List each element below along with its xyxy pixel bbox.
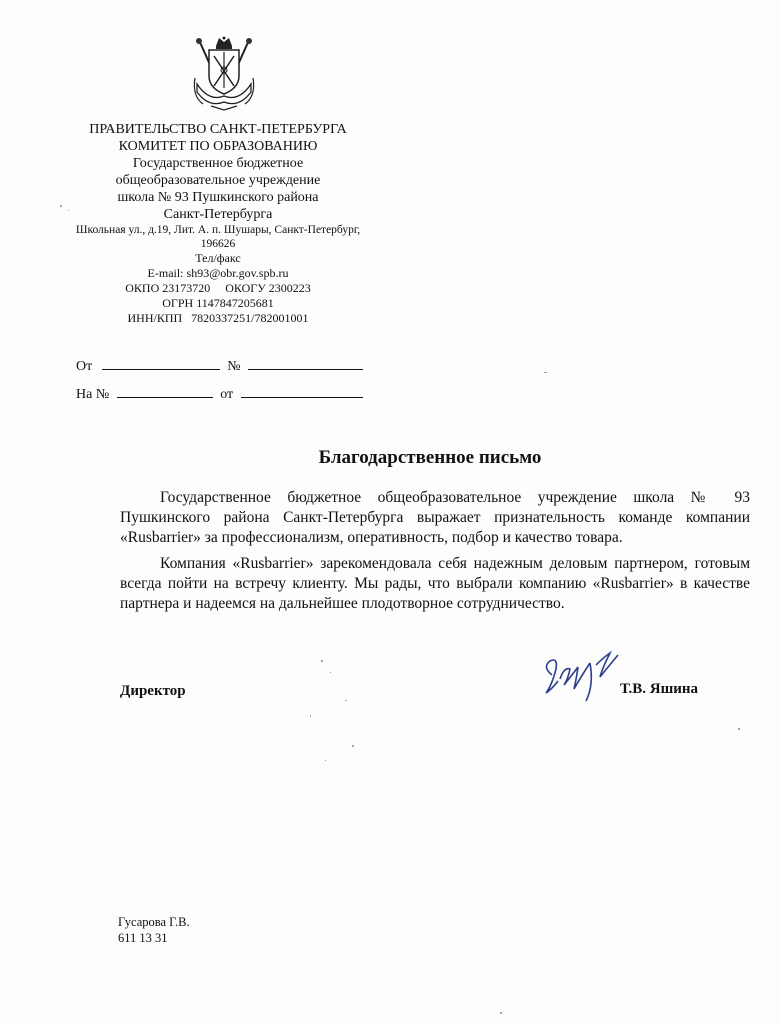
city-name: Санкт-Петербурга — [163, 207, 273, 222]
executor-phone: 611 13 31 — [118, 931, 168, 945]
signatory-name: Т.В. Яшина — [620, 681, 699, 697]
scan-speck — [500, 1012, 502, 1014]
committee-name: КОМИТЕТ ПО ОБРАЗОВАНИЮ — [118, 139, 318, 154]
address-line-1: Школьная ул., д.19, Лит. А. п. Шушары, Санкт-Петербург, — [75, 224, 361, 236]
scan-speck — [310, 715, 311, 717]
ogrn: ОГРН 1147847205681 — [162, 296, 274, 310]
org-type-line1: Государственное бюджетное — [132, 156, 304, 171]
government-name: ПРАВИТЕЛЬСТВО САНКТ-ПЕТЕРБУРГА — [89, 122, 347, 137]
org-type-line2: общеобразовательное учреждение — [115, 173, 321, 188]
scan-speck — [325, 760, 326, 761]
scan-speck — [68, 210, 69, 211]
signatory-role: Директор — [120, 683, 186, 699]
to-number-label: На № — [76, 387, 110, 402]
scan-speck — [330, 672, 331, 673]
letterhead — [58, 121, 378, 326]
letter-title: Благодарственное письмо — [318, 447, 542, 468]
executor-info — [118, 914, 190, 946]
incoming-registration — [76, 383, 363, 403]
phone-fax: Тел/факс — [195, 251, 241, 265]
executor-name: Гусарова Г.В. — [118, 915, 190, 929]
handwritten-signature — [538, 645, 628, 705]
to-number-blank — [117, 383, 213, 398]
from-date-blank — [102, 355, 220, 370]
scan-speck — [352, 745, 354, 747]
date-label: от — [220, 387, 234, 402]
inn-kpp: ИНН/КПП 7820337251/782001001 — [127, 311, 309, 325]
scan-speck — [738, 728, 740, 730]
body-paragraph-2: Компания «Rusbarrier» зарекомендовала себя надежным деловым партнером, готовым всегда пойти на встречу клиенту. Мы рады, что выбрали компанию «Rusbarrier» в качестве партнера и надеемся на дальнейшее плодотворное сотрудничество. — [120, 555, 750, 612]
scan-speck — [345, 700, 347, 701]
number-label: № — [227, 359, 241, 374]
date-blank — [241, 383, 363, 398]
address-line-2: 196626 — [200, 238, 236, 250]
okpo-okogu: ОКПО 23173720 ОКОГУ 2300223 — [125, 281, 311, 295]
letter-body — [120, 488, 750, 620]
scan-speck — [321, 660, 323, 662]
scan-speck — [60, 205, 62, 207]
from-label: От — [76, 359, 93, 374]
coat-of-arms-icon — [189, 36, 259, 112]
outgoing-registration — [76, 355, 363, 375]
scan-speck — [544, 372, 547, 373]
email: E-mail: sh93@obr.gov.spb.ru — [147, 266, 289, 280]
school-name: школа № 93 Пушкинского района — [117, 190, 319, 205]
body-paragraph-1: Государственное бюджетное общеобразовательное учреждение школа № 93 Пушкинского района Санкт-Петербурга выражает признательность команде компании «Rusbarrier» за профессионализм, оперативность, подбор и качество товара. — [120, 489, 750, 546]
number-blank — [248, 355, 363, 370]
